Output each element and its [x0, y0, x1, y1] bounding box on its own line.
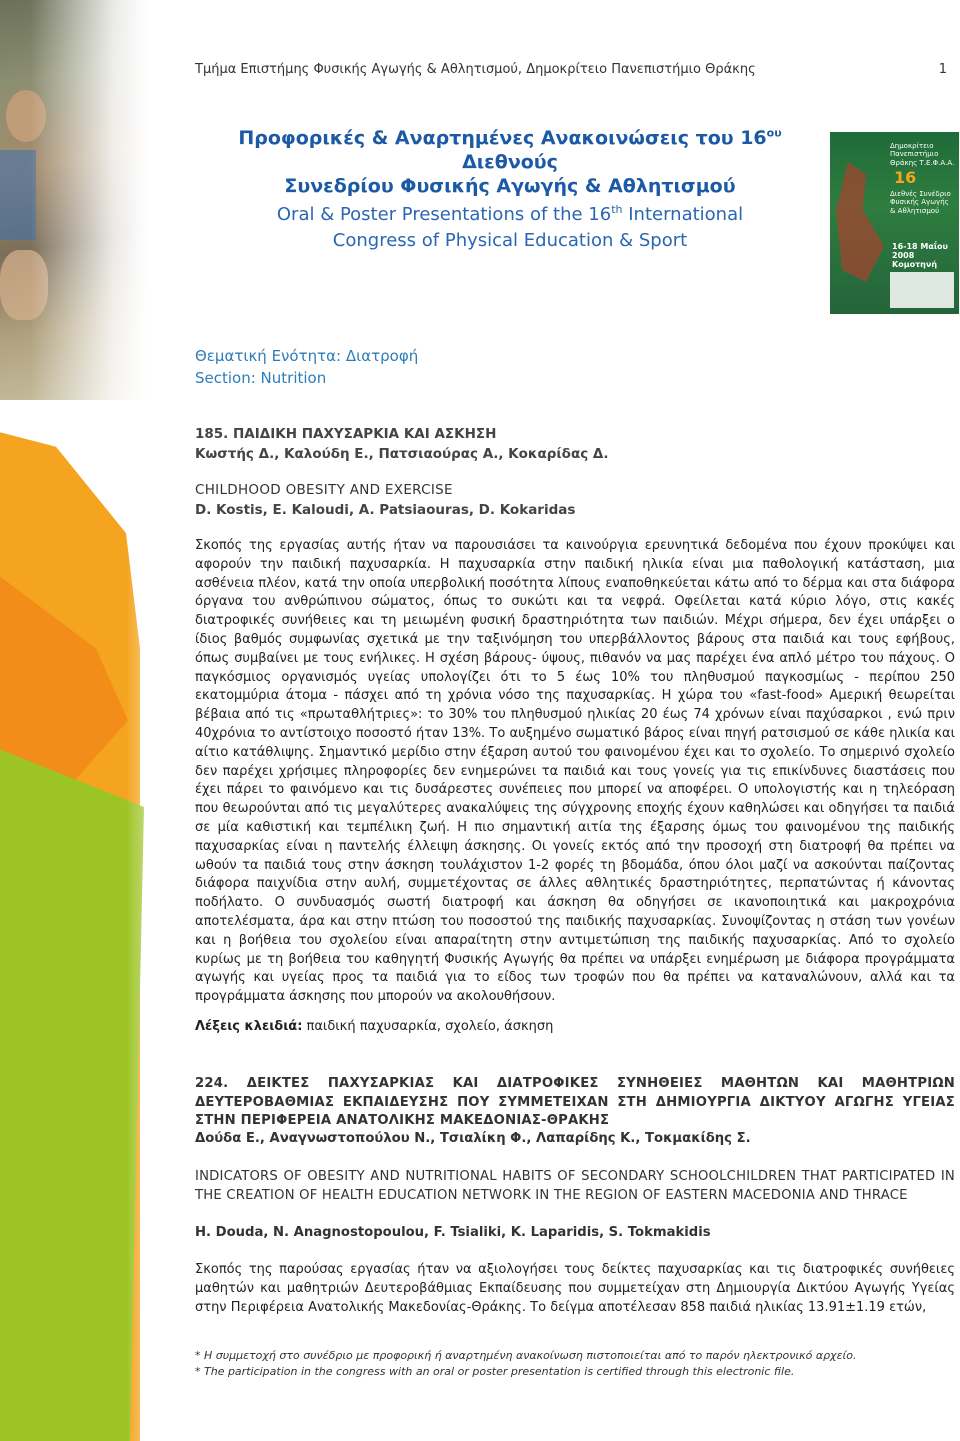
page-header: [195, 62, 955, 77]
poster-number: 16: [894, 168, 917, 187]
footnote-english: * The participation in the congress with an oral or poster presentation is certified through this electronic file.: [195, 1365, 795, 1378]
title-english: Oral & Poster Presentations of the 16th International Congress of Physical Education & Sport: [276, 203, 744, 251]
poster-org: Δημοκρίτειο Πανεπιστήμιο Θράκης Τ.Ε.Φ.Α.Α.: [890, 142, 955, 167]
abstract1-body: Σκοπός της εργασίας αυτής ήταν να παρουσιάσει τα καινούργια ερευνητικά δεδομένα που έχουν προκύψει και αφορούν την παιδική παχυσαρκία. Η παχυσαρκία στην παιδική ηλικία είναι μια παθολογική κατάσταση, μια ασθένεια πλέον, κατά την οποία υπερβολική ποσότητα λίπους εναποθηκεύεται κάτω από το δέρμα και στα διάφορα όργανα του ανθρώπινου σώματος, όπως το συκώτι και τα νεφρά. Οφείλεται κατά κύριο λόγο, στις κακές διατροφικές συνήθειες και τη μειωμένη φυσική δραστηριότητα των παιδιών. Μέχρι σήμερα, δεν έχει υπάρξει ο ίδιος βαθμός συμφωνίας σχετικά με την ταξινόμηση του υπερβάλλοντος βάρους στα παιδιά και τους εφήβους, όπως συμβαίνει με τους ενήλικες. Η σχέση βάρους- ύψους, πιθανόν να μας παρέχει ένα απλό μέτρο του πάχους. Ο παγκόσμιος οργανισμός υγείας υπολογίζει ότι το 5 έως 10% του πληθυσμού παγκοσμίως - περίπου 250 εκατομμύρια άτομα - πάσχει από τη χρόνια νόσο της παχυσαρκίας. Η χώρα του «fast-food» Αμερική θεωρείται βέβαια από τις «πρωταθλήτριες»: το 30% του πληθυσμού ηλικίας 20 έως 74 χρόνων είναι παχύσαρκοι , ενώ πριν 40χρόνια το αντίστοιχο ποσοστό ήταν 13%. Το αυξημένο σωματικό βάρος είναι πηγή ρατσισμού σε κάθε ηλικία και αίτιο κατάθλιψης. Σημαντικό μερίδιο στην έξαρση αυτού του φαινομένου έχει και το σχολείο. Το σημερινό σχολείο δεν παρέχει χρήσιμες πληροφορίες δεν ενημερώνει τα παιδιά και τους γονείς για τις επικίνδυνες διαστάσεις που έχει πάρει το φαινόμενο και τις δυσάρεστες συνέπειες που μπορεί να αποφέρει. Ο υπολογιστής και η τηλεόραση που θεωρούνται από τις μεγαλύτερες ανακαλύψεις της σύγχρονης εποχής έχουν καθηλώσει και οδηγήσει τα παιδιά σε μία καθιστική και τεμπέλικη ζωή. Η πιο σημαντική αιτία της έξαρσης όμως του φαινομένου της παιδικής παχυσαρκίας είναι η παντελής έλλειψη άσκησης. Οι γονείς εκτός από την προσοχή στη διατροφή θα πρέπει να ωθούν τα παιδιά τους στην άσκηση τουλάχιστον 1-2 φορές τη βδομάδα, όπου όλοι μαζί να ασκούνται παίζοντας διάφορα παιχνίδια στην αυλή, συμμετέχοντας σε άλλες αθλητικές δραστηριότητες, περπατώντας ή κάνοντας ποδήλατο. Ο συνδυασμός σωστή διατροφή και άσκηση θα οδηγήσει σε ικανοποιητικά και μακροχρόνια αποτελέσματα, άρα και στην πτώση του ποσοστού της παιδικής παχυσαρκίας. Συνοψίζοντας η στάση των γονέων και η βοήθεια του σχολείου είναι απαραίτητη στην αντιμετώπιση της παιδικής παχυσαρκίας. Από το σχολείο κυρίως με τη βοήθεια του καθηγητή Φυσικής Αγωγής θα πρέπει να υπάρξει ενημέρωση με διάφορα προγράμματα αγωγής και υγείας προς τα παιδιά για το είδος των τροφών που θα πρέπει να καταναλώνουν, αλλά και τα προγράμματα άσκησης που μπορούν να ακολουθήσουν.: [195, 538, 955, 1005]
abstract1-authors-en: D. Kostis, E. Kaloudi, A. Patsiaouras, D. Kokaridas: [195, 502, 576, 518]
abstract1-title-en: CHILDHOOD OBESITY AND EXERCISE: [195, 482, 453, 498]
header-department: Τμήμα Επιστήμης Φυσικής Αγωγής & Αθλητισμού, Δημοκρίτειο Πανεπιστήμιο Θράκης: [195, 62, 756, 77]
abstract2-body: Σκοπός της παρούσας εργασίας ήταν να αξιολογήσει τους δείκτες παχυσαρκίας και τις διατροφικές συνήθειες μαθητών και μαθητριών Δευτεροβάθμιας Εκπαίδευσης που συμμετείχαν στη Δημιουργία Δικτύου Αγωγής Υγείας στην Περιφέρεια Ανατολικής Μακεδονίας-Θράκης. Το δείγμα αποτέλεσαν 858 παιδιά ηλικίας 13.91±1.19 ετών,: [195, 1262, 955, 1315]
abstract1-title-gr: 185. ΠΑΙΔΙΚΗ ΠΑΧΥΣΑΡΚΙΑ ΚΑΙ ΑΣΚΗΣΗ: [195, 426, 497, 442]
abstract2-authors-gr: Δούδα Ε., Αναγνωστοπούλου Ν., Τσιαλίκη Φ., Λαπαρίδης Κ., Τοκμακίδης Σ.: [195, 1131, 751, 1146]
title-greek: Προφορικές & Αναρτημένες Ανακοινώσεις του $16^{o\upsilon}$ Διεθνούς Συνεδρίου Φυσικής Αγωγής & Αθλητισμού: [238, 126, 782, 197]
poster-congress: Διεθνές Συνέδριο Φυσικής Αγωγής & Αθλητισμού: [890, 190, 951, 215]
page-number: 1: [938, 62, 947, 77]
abstract1-header: [195, 424, 955, 520]
poster-info-box: [890, 272, 954, 308]
decorative-side-strip: [0, 0, 150, 1441]
abstract1-authors-gr: Κωστής Δ., Καλούδη Ε., Πατσιαούρας Α., Κοκαρίδας Δ.: [195, 446, 609, 462]
footnote: [195, 1348, 955, 1380]
section-greek: Θεματική Ενότητα: Διατροφή: [195, 347, 419, 365]
section-english: Section: Nutrition: [195, 369, 327, 387]
poster-dates: 16-18 Μαΐου 2008 Κομοτηνή: [892, 242, 948, 269]
footnote-greek: * Η συμμετοχή στο συνέδριο με προφορική ή αναρτημένη ανακοίνωση πιστοποιείται από το παρόν ηλεκτρονικό αρχείο.: [195, 1349, 857, 1362]
abstract1-keywords: Λέξεις κλειδιά: παιδική παχυσαρκία, σχολείο, άσκηση: [195, 1019, 554, 1034]
section-heading: [195, 345, 418, 389]
abstract2-authors-en: H. Douda, N. Anagnostopoulou, F. Tsialiki, K. Laparidis, S. Tokmakidis: [195, 1225, 711, 1240]
abstract2-title-gr: 224. ΔΕΙΚΤΕΣ ΠΑΧΥΣΑΡΚΙΑΣ ΚΑΙ ΔΙΑΤΡΟΦΙΚΕΣ ΣΥΝΗΘΕΙΕΣ ΜΑΘΗΤΩΝ ΚΑΙ ΜΑΘΗΤΡΙΩΝ ΔΕΥΤΕΡΟΒΑΘΜΙΑΣ ΕΚΠΑΙΔΕΥΣΗΣ ΠΟΥ ΣΥΜΜΕΤΕΙΧΑΝ ΣΤΗ ΔΗΜΙΟΥΡΓΙΑ ΔΙΚΤΥΟΥ ΑΓΩΓΗΣ ΥΓΕΙΑΣ ΣΤΗΝ ΠΕΡΙΦΕΡΕΙΑ ΑΝΑΤΟΛΙΚΗΣ ΜΑΚΕΔΟΝΙΑΣ-ΘΡΑΚΗΣ: [195, 1076, 955, 1128]
congress-poster-image: [830, 132, 959, 314]
abstract2-title-en: INDICATORS OF OBESITY AND NUTRITIONAL HABITS OF SECONDARY SCHOOLCHILDREN THAT PARTICIPATED IN THE CREATION OF HEALTH EDUCATION NETWORK IN THE REGION OF EASTERN MACEDONIA AND THRACE: [195, 1169, 955, 1203]
runner-silhouette: [830, 162, 890, 282]
